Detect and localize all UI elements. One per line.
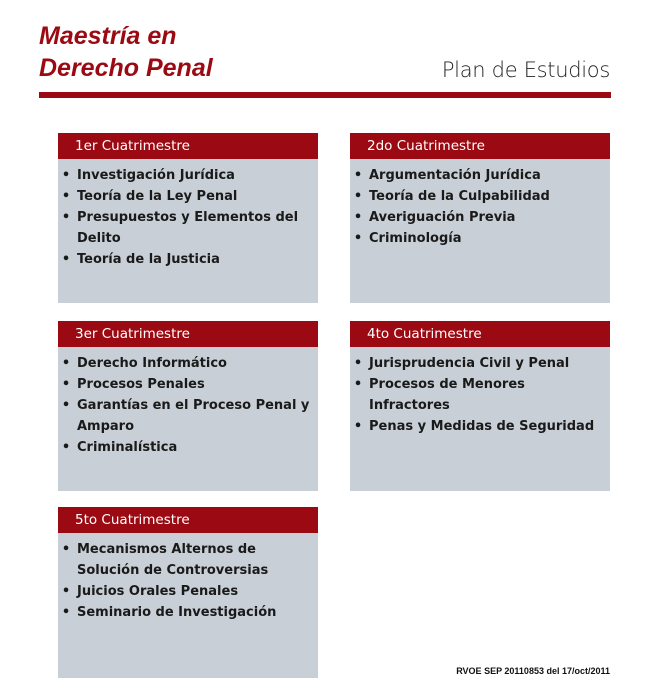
bullet-icon: • <box>61 252 71 267</box>
term-card-header: 1er Cuatrimestre <box>58 133 318 159</box>
bullet-icon: • <box>61 168 71 183</box>
course-item: • Teoría de la Justicia <box>77 249 318 270</box>
program-title-line-2: Derecho Penal <box>39 54 213 82</box>
term-card-1 <box>58 133 318 303</box>
course-item: • Averiguación Previa <box>369 207 610 228</box>
bullet-icon: • <box>61 189 71 204</box>
bullet-icon: • <box>353 356 363 371</box>
course-item: • Criminología <box>369 228 610 249</box>
bullet-icon: • <box>353 377 363 392</box>
course-item: • Investigación Jurídica <box>77 165 318 186</box>
course-item: • Teoría de la Ley Penal <box>77 186 318 207</box>
bullet-icon: • <box>353 168 363 183</box>
bullet-icon: • <box>353 231 363 246</box>
term-card-header: 5to Cuatrimestre <box>58 507 318 533</box>
bullet-icon: • <box>61 605 71 620</box>
course-item: • Juicios Orales Penales <box>77 581 318 602</box>
course-list <box>58 533 318 623</box>
term-card-header: 3er Cuatrimestre <box>58 321 318 347</box>
bullet-icon: • <box>61 584 71 599</box>
term-card-header: 2do Cuatrimestre <box>350 133 610 159</box>
course-item: • Jurisprudencia Civil y Penal <box>369 353 610 374</box>
course-list <box>350 347 610 437</box>
header-divider <box>39 92 611 98</box>
term-card-5 <box>58 507 318 678</box>
course-item: • Seminario de Investigación <box>77 602 318 623</box>
course-item: • Criminalística <box>77 437 318 458</box>
bullet-icon: • <box>353 189 363 204</box>
rvoe-note: RVOE SEP 20110853 del 17/oct/2011 <box>456 666 610 676</box>
bullet-icon: • <box>61 542 71 557</box>
course-list <box>58 159 318 270</box>
term-card-3 <box>58 321 318 491</box>
bullet-icon: • <box>61 398 71 413</box>
bullet-icon: • <box>61 440 71 455</box>
course-item: • Presupuestos y Elementos del Delito <box>77 207 318 249</box>
course-list <box>350 159 610 249</box>
term-card-2 <box>350 133 610 303</box>
course-list <box>58 347 318 458</box>
course-item: • Argumentación Jurídica <box>369 165 610 186</box>
course-item: • Garantías en el Proceso Penal y Amparo <box>77 395 318 437</box>
program-title-line-1: Maestría en <box>39 22 177 50</box>
course-item: • Procesos Penales <box>77 374 318 395</box>
term-card-header: 4to Cuatrimestre <box>350 321 610 347</box>
course-item: • Procesos de Menores Infractores <box>369 374 610 416</box>
bullet-icon: • <box>61 210 71 225</box>
plan-subtitle: Plan de Estudios <box>441 58 610 82</box>
term-card-4 <box>350 321 610 491</box>
bullet-icon: • <box>61 377 71 392</box>
bullet-icon: • <box>353 210 363 225</box>
bullet-icon: • <box>353 419 363 434</box>
bullet-icon: • <box>61 356 71 371</box>
program-title <box>39 20 213 84</box>
course-item: • Derecho Informático <box>77 353 318 374</box>
course-item: • Penas y Medidas de Seguridad <box>369 416 610 437</box>
course-item: • Teoría de la Culpabilidad <box>369 186 610 207</box>
course-item: • Mecanismos Alternos de Solución de Controversias <box>77 539 318 581</box>
